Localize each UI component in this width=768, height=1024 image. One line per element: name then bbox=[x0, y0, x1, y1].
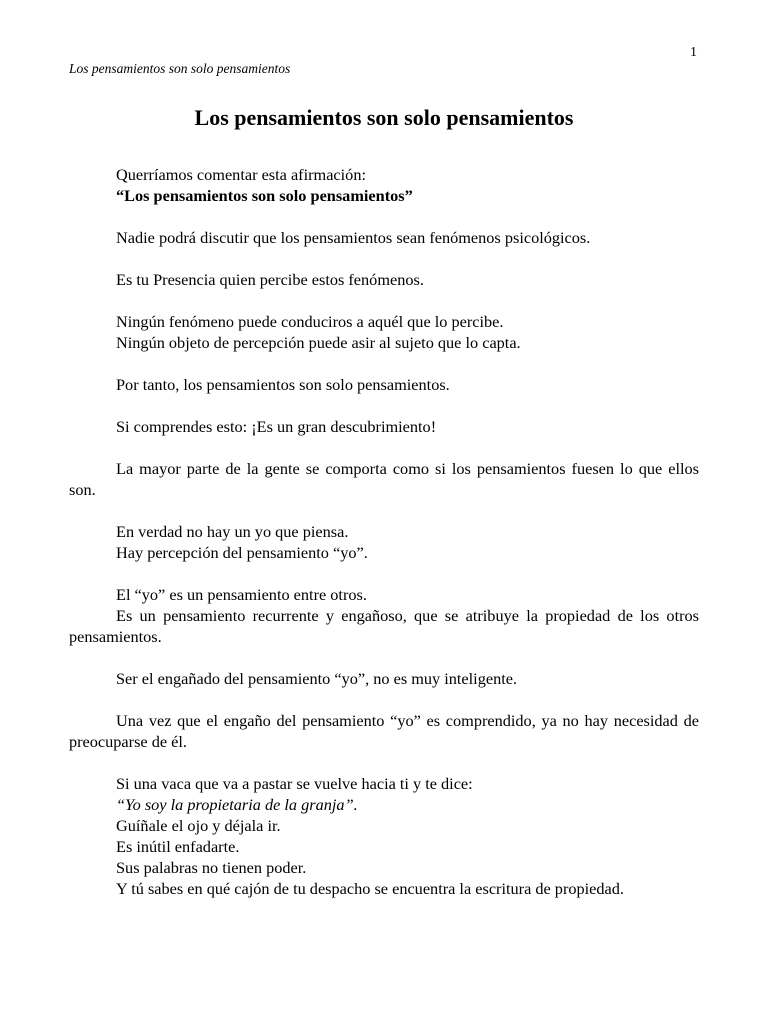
paragraph-line: Y tú sabes en qué cajón de tu despacho se encuentra la escritura de propiedad. bbox=[116, 879, 624, 898]
paragraph-line: Hay percepción del pensamiento “yo”. bbox=[116, 543, 368, 562]
paragraph-line: Guíñale el ojo y déjala ir. bbox=[116, 816, 281, 835]
quoted-statement: “Los pensamientos son solo pensamientos” bbox=[116, 186, 413, 205]
running-header: Los pensamientos son solo pensamientos bbox=[69, 61, 291, 76]
page-number: 1 bbox=[690, 45, 697, 60]
paragraph-line: Sus palabras no tienen poder. bbox=[116, 858, 307, 877]
paragraph: Si comprendes esto: ¡Es un gran descubrimiento! bbox=[116, 417, 437, 436]
paragraph: Una vez que el engaño del pensamiento “yo” es comprendido, ya no hay necesidad de preocuparse de él. bbox=[69, 711, 699, 751]
paragraph-line: Si una vaca que va a pastar se vuelve hacia ti y te dice: bbox=[116, 774, 473, 793]
document-body bbox=[69, 164, 699, 899]
paragraph: Por tanto, los pensamientos son solo pensamientos. bbox=[116, 375, 450, 394]
paragraph-line: Querríamos comentar esta afirmación: bbox=[116, 165, 366, 184]
paragraph: Es tu Presencia quien percibe estos fenómenos. bbox=[116, 270, 424, 289]
paragraph: La mayor parte de la gente se comporta como si los pensamientos fuesen lo que ellos son. bbox=[69, 459, 699, 499]
paragraph: Nadie podrá discutir que los pensamientos sean fenómenos psicológicos. bbox=[116, 228, 591, 247]
cow-quote: “Yo soy la propietaria de la granja”. bbox=[116, 795, 358, 814]
paragraph-line: Ningún objeto de percepción puede asir al sujeto que lo capta. bbox=[116, 333, 521, 352]
paragraph-line: En verdad no hay un yo que piensa. bbox=[116, 522, 349, 541]
paragraph: Es un pensamiento recurrente y engañoso, que se atribuye la propiedad de los otros pensamientos. bbox=[69, 606, 699, 646]
paragraph-line: Ningún fenómeno puede conduciros a aquél que lo percibe. bbox=[116, 312, 504, 331]
paragraph: Ser el engañado del pensamiento “yo”, no es muy inteligente. bbox=[116, 669, 518, 688]
paragraph-line: El “yo” es un pensamiento entre otros. bbox=[116, 585, 367, 604]
page-title: Los pensamientos son solo pensamientos bbox=[194, 105, 574, 130]
paragraph-line: Es inútil enfadarte. bbox=[116, 837, 240, 856]
